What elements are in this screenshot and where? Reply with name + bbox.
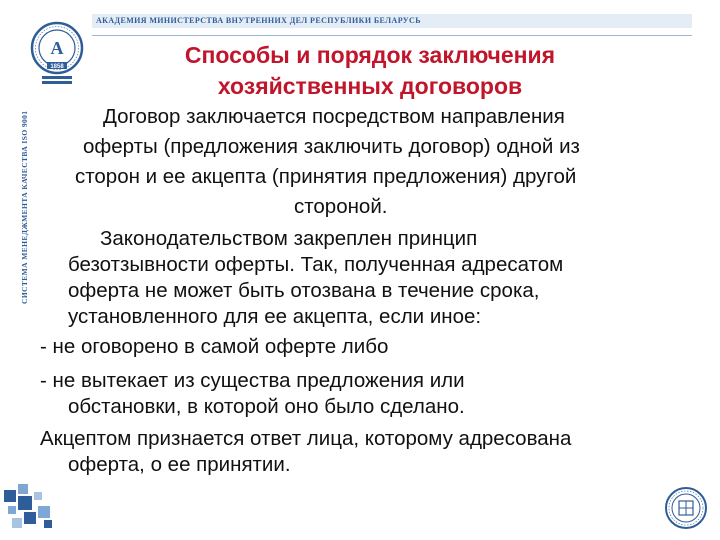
header-divider bbox=[92, 35, 692, 36]
title-line-2: хозяйственных договоров bbox=[217, 73, 523, 99]
list-item: - не оговорено в самой оферте либо bbox=[40, 335, 389, 358]
body-line: установленного для ее акцепта, если иное: bbox=[68, 305, 482, 328]
emblem-icon bbox=[664, 486, 708, 530]
body-line: стороной. bbox=[294, 195, 388, 218]
list-item: - не вытекает из существа предложения или bbox=[40, 369, 465, 392]
body-line: сторон и ее акцепта (принятия предложения) другой bbox=[75, 165, 577, 188]
slide-title bbox=[120, 40, 620, 102]
body-line: оферта, о ее принятии. bbox=[68, 453, 291, 476]
body-line: Акцептом признается ответ лица, которому адресована bbox=[40, 427, 572, 450]
body-line: оферта не может быть отозвана в течение срока, bbox=[68, 279, 540, 302]
quality-system-label: СИСТЕМА МЕНЕДЖМЕНТА КАЧЕСТВА ISO 9001 bbox=[20, 110, 29, 304]
header-band bbox=[92, 14, 692, 32]
body-line: оферты (предложения заключить договор) одной из bbox=[83, 135, 580, 158]
logo-letter: А bbox=[50, 38, 64, 58]
decorative-squares-icon bbox=[4, 484, 64, 534]
body-line: безотзывности оферты. Так, полученная адресатом bbox=[68, 253, 564, 276]
academy-logo-icon bbox=[30, 20, 84, 90]
title-line-1: Способы и порядок заключения bbox=[184, 42, 556, 68]
body-line: Законодательством закреплен принцип bbox=[100, 227, 478, 250]
organization-name: АКАДЕМИЯ МИНИСТЕРСТВА ВНУТРЕННИХ ДЕЛ РЕСПУБЛИКИ БЕЛАРУСЬ bbox=[96, 16, 421, 25]
logo-year: 1858 bbox=[50, 64, 64, 70]
body-line: обстановки, в которой оно было сделано. bbox=[68, 395, 465, 418]
body-line: Договор заключается посредством направления bbox=[103, 105, 565, 128]
